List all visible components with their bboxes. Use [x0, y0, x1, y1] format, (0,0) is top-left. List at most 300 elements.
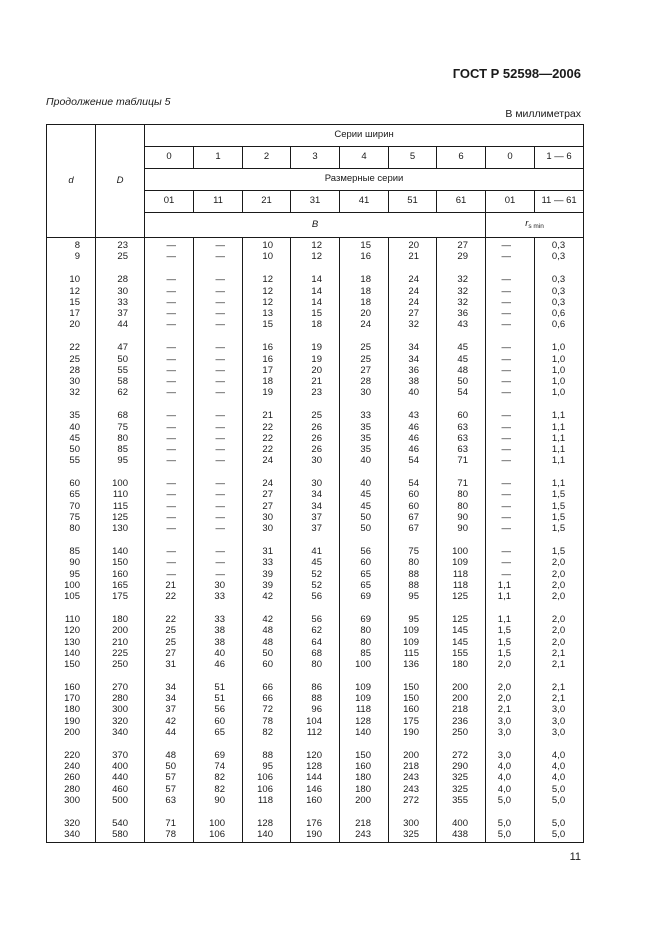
table-cell: —: [486, 376, 535, 387]
group-spacer-row: [47, 262, 584, 274]
table-cell: —: [194, 512, 243, 523]
dimension-series-cell-0: 01: [145, 191, 194, 213]
table-cell: —: [486, 297, 535, 308]
table-cell: 400: [96, 761, 145, 772]
table-cell: 38: [194, 625, 243, 636]
table-cell: 112: [291, 727, 340, 738]
spacer-cell: [340, 602, 389, 614]
table-cell: 80: [291, 659, 340, 670]
spacer-cell: [145, 806, 194, 818]
table-cell: 68: [291, 648, 340, 659]
table-cell: 56: [291, 591, 340, 602]
table-cell: 270: [96, 682, 145, 693]
table-cell: 1,0: [535, 354, 584, 365]
table-cell: 180: [96, 614, 145, 625]
table-cell: 5,0: [535, 784, 584, 795]
table-cell: 85: [340, 648, 389, 659]
spacer-cell: [389, 602, 437, 614]
spacer-cell: [437, 806, 486, 818]
spacer-cell: [535, 534, 584, 546]
table-cell: 110: [96, 489, 145, 500]
table-cell: 60: [47, 478, 96, 489]
table-cell: 25: [47, 354, 96, 365]
table-cell: 1,5: [535, 501, 584, 512]
series-width-cell-0: 0: [145, 147, 194, 169]
table-cell: 75: [47, 512, 96, 523]
table-cell: 225: [96, 648, 145, 659]
table-cell: —: [145, 433, 194, 444]
table-cell: 109: [340, 693, 389, 704]
spacer-cell: [243, 262, 291, 274]
table-cell: 52: [291, 580, 340, 591]
table-cell: 30: [194, 580, 243, 591]
table-cell: 55: [47, 455, 96, 466]
table-row: [47, 251, 584, 262]
table-cell: —: [194, 319, 243, 330]
table-cell: 32: [389, 319, 437, 330]
spacer-cell: [535, 398, 584, 410]
table-row: [47, 784, 584, 795]
table-cell: 160: [47, 682, 96, 693]
spacer-cell: [194, 534, 243, 546]
table-cell: —: [194, 478, 243, 489]
table-row: [47, 387, 584, 398]
table-cell: 4,0: [535, 761, 584, 772]
table-cell: —: [145, 512, 194, 523]
table-cell: 155: [437, 648, 486, 659]
table-cell: 26: [291, 433, 340, 444]
table-cell: —: [145, 410, 194, 421]
table-cell: 1,0: [535, 387, 584, 398]
table-cell: 48: [243, 625, 291, 636]
table-cell: 90: [194, 795, 243, 806]
table-cell: 1,5: [486, 648, 535, 659]
table-cell: 56: [194, 704, 243, 715]
table-cell: 15: [47, 297, 96, 308]
table-cell: 200: [437, 693, 486, 704]
table-cell: 63: [437, 421, 486, 432]
table-cell: 82: [194, 784, 243, 795]
table-cell: 30: [243, 512, 291, 523]
table-cell: 25: [340, 342, 389, 353]
column-header-r-s-min: [486, 213, 584, 238]
table-row: [47, 557, 584, 568]
table-cell: 106: [243, 772, 291, 783]
table-row: [47, 636, 584, 647]
table-cell: 3,0: [486, 727, 535, 738]
table-cell: 30: [291, 455, 340, 466]
table-cell: 0,6: [535, 319, 584, 330]
table-cell: 80: [437, 489, 486, 500]
table-cell: 31: [243, 546, 291, 557]
table-cell: 200: [96, 625, 145, 636]
table-cell: 46: [389, 444, 437, 455]
table-cell: 45: [437, 354, 486, 365]
table-cell: —: [145, 455, 194, 466]
table-cell: 2,0: [535, 580, 584, 591]
table-cell: 18: [243, 376, 291, 387]
table-cell: 67: [389, 512, 437, 523]
series-width-cell-2: 2: [243, 147, 291, 169]
group-spacer-row: [47, 398, 584, 410]
table-cell: 22: [243, 444, 291, 455]
table-cell: 95: [243, 761, 291, 772]
table-cell: —: [194, 274, 243, 285]
table-row: [47, 659, 584, 670]
table-row: [47, 727, 584, 738]
table-cell: —: [145, 444, 194, 455]
table-cell: 32: [437, 297, 486, 308]
document-code: ГОСТ Р 52598—2006: [452, 66, 581, 81]
table-cell: 36: [389, 365, 437, 376]
spacer-cell: [243, 602, 291, 614]
table-cell: 16: [243, 354, 291, 365]
table-cell: —: [145, 365, 194, 376]
spacer-cell: [194, 398, 243, 410]
spacer-cell: [243, 738, 291, 750]
table-cell: 26: [291, 444, 340, 455]
table-cell: 25: [145, 625, 194, 636]
spacer-cell: [47, 466, 96, 478]
table-cell: 88: [389, 569, 437, 580]
table-cell: 18: [340, 297, 389, 308]
table-row: [47, 455, 584, 466]
table-cell: 130: [47, 636, 96, 647]
table-cell: 21: [389, 251, 437, 262]
table-cell: 128: [340, 716, 389, 727]
table-cell: —: [486, 354, 535, 365]
spacer-cell: [96, 602, 145, 614]
table-cell: 63: [437, 433, 486, 444]
table-cell: 15: [340, 238, 389, 252]
series-width-cell-7: 0: [486, 147, 535, 169]
series-width-header: Серии ширин: [145, 125, 584, 147]
table-row: [47, 648, 584, 659]
table-cell: 48: [145, 750, 194, 761]
table-cell: 30: [47, 376, 96, 387]
table-cell: 90: [437, 512, 486, 523]
table-cell: 80: [389, 557, 437, 568]
table-cell: 0,3: [535, 238, 584, 252]
table-cell: 115: [96, 501, 145, 512]
table-cell: 47: [96, 342, 145, 353]
table-cell: 56: [340, 546, 389, 557]
table-cell: —: [194, 251, 243, 262]
table-cell: 24: [389, 274, 437, 285]
table-cell: 145: [437, 625, 486, 636]
spacer-cell: [291, 262, 340, 274]
table-row: [47, 238, 584, 252]
spacer-cell: [389, 262, 437, 274]
table-row: [47, 319, 584, 330]
table-cell: 39: [243, 580, 291, 591]
table-cell: 290: [437, 761, 486, 772]
table-row: [47, 704, 584, 715]
table-cell: 40: [340, 455, 389, 466]
table-cell: 10: [243, 251, 291, 262]
table-cell: —: [486, 387, 535, 398]
table-row: [47, 376, 584, 387]
table-cell: 40: [389, 387, 437, 398]
spacer-cell: [194, 738, 243, 750]
table-cell: 272: [389, 795, 437, 806]
table-cell: 37: [291, 523, 340, 534]
table-cell: 24: [340, 319, 389, 330]
table-cell: 58: [96, 376, 145, 387]
table-cell: 71: [437, 455, 486, 466]
spacer-cell: [389, 330, 437, 342]
table-cell: 13: [243, 308, 291, 319]
table-cell: —: [145, 274, 194, 285]
table-cell: 250: [96, 659, 145, 670]
spacer-cell: [194, 262, 243, 274]
table-cell: 5,0: [486, 795, 535, 806]
table-cell: 12: [47, 286, 96, 297]
table-cell: 100: [47, 580, 96, 591]
table-cell: 300: [47, 795, 96, 806]
table-cell: —: [145, 251, 194, 262]
spacer-cell: [389, 398, 437, 410]
group-spacer-row: [47, 466, 584, 478]
table-cell: 180: [437, 659, 486, 670]
table-cell: —: [145, 569, 194, 580]
column-header-B: B: [145, 213, 486, 238]
spacer-cell: [340, 534, 389, 546]
table-cell: 23: [96, 238, 145, 252]
table-cell: 5,0: [486, 829, 535, 843]
table-cell: 21: [145, 580, 194, 591]
spacer-cell: [486, 330, 535, 342]
spacer-cell: [486, 602, 535, 614]
table-cell: 18: [291, 319, 340, 330]
table-cell: 30: [340, 387, 389, 398]
table-cell: —: [194, 410, 243, 421]
table-cell: 0,3: [535, 286, 584, 297]
units-note: В миллиметрах: [505, 108, 581, 120]
table-cell: 109: [389, 625, 437, 636]
table-cell: 580: [96, 829, 145, 843]
table-cell: 95: [47, 569, 96, 580]
table-cell: —: [194, 489, 243, 500]
table-cell: 34: [145, 693, 194, 704]
table-cell: —: [486, 421, 535, 432]
table-cell: —: [486, 308, 535, 319]
group-spacer-row: [47, 330, 584, 342]
table-cell: —: [145, 421, 194, 432]
table-row: [47, 716, 584, 727]
table-cell: 4,0: [486, 761, 535, 772]
table-cell: 46: [194, 659, 243, 670]
spacer-cell: [47, 806, 96, 818]
spacer-cell: [535, 806, 584, 818]
table-row: [47, 580, 584, 591]
table-cell: 20: [389, 238, 437, 252]
table-row: [47, 274, 584, 285]
table-cell: 14: [291, 297, 340, 308]
table-cell: 27: [340, 365, 389, 376]
group-spacer-row: [47, 738, 584, 750]
table-caption: Продолжение таблицы 5: [46, 96, 171, 108]
table-cell: —: [194, 557, 243, 568]
dimension-series-cell-7: 01: [486, 191, 535, 213]
table-cell: 34: [389, 342, 437, 353]
series-width-cell-1: 1: [194, 147, 243, 169]
spacer-cell: [437, 330, 486, 342]
table-cell: 17: [243, 365, 291, 376]
spacer-cell: [145, 670, 194, 682]
spacer-cell: [96, 330, 145, 342]
spacer-cell: [243, 534, 291, 546]
spacer-cell: [96, 534, 145, 546]
spacer-cell: [145, 466, 194, 478]
table-cell: —: [486, 444, 535, 455]
table-cell: 63: [437, 444, 486, 455]
table-cell: 460: [96, 784, 145, 795]
table-cell: 50: [145, 761, 194, 772]
table-cell: —: [486, 238, 535, 252]
table-cell: 440: [96, 772, 145, 783]
table-cell: 355: [437, 795, 486, 806]
table-cell: 45: [291, 557, 340, 568]
table-cell: 1,5: [535, 546, 584, 557]
table-cell: 19: [243, 387, 291, 398]
table-cell: 44: [145, 727, 194, 738]
table-cell: 180: [340, 784, 389, 795]
table-cell: 60: [389, 489, 437, 500]
table-cell: —: [145, 238, 194, 252]
table-cell: 120: [47, 625, 96, 636]
table-cell: 12: [291, 238, 340, 252]
table-cell: 34: [145, 682, 194, 693]
table-cell: 118: [437, 580, 486, 591]
r-symbol: r: [525, 218, 529, 230]
spacer-cell: [437, 670, 486, 682]
table-row: [47, 365, 584, 376]
series-width-cell-5: 5: [389, 147, 437, 169]
table-cell: —: [486, 410, 535, 421]
table-cell: 136: [389, 659, 437, 670]
table-cell: 125: [96, 512, 145, 523]
table-cell: 18: [340, 286, 389, 297]
table-cell: 34: [291, 501, 340, 512]
table-cell: —: [145, 286, 194, 297]
table-cell: 22: [243, 433, 291, 444]
table-cell: 71: [437, 478, 486, 489]
table-cell: 35: [340, 444, 389, 455]
table-cell: 280: [47, 784, 96, 795]
table-cell: 130: [96, 523, 145, 534]
table-cell: 115: [389, 648, 437, 659]
table-cell: —: [194, 387, 243, 398]
table-cell: 165: [96, 580, 145, 591]
table-row: [47, 433, 584, 444]
spacer-cell: [437, 738, 486, 750]
table-cell: 4,0: [486, 772, 535, 783]
table-cell: 12: [243, 286, 291, 297]
spacer-cell: [47, 398, 96, 410]
table-cell: 175: [389, 716, 437, 727]
table-cell: 31: [145, 659, 194, 670]
table-cell: 71: [145, 818, 194, 829]
table-cell: 1,5: [535, 489, 584, 500]
spacer-cell: [486, 534, 535, 546]
table-cell: 110: [47, 614, 96, 625]
spacer-cell: [96, 806, 145, 818]
table-cell: 12: [291, 251, 340, 262]
table-cell: 26: [291, 421, 340, 432]
table-cell: 272: [437, 750, 486, 761]
dimension-series-cell-8: 11 — 61: [535, 191, 584, 213]
table-cell: 80: [340, 625, 389, 636]
table-cell: 146: [291, 784, 340, 795]
table-cell: 2,0: [535, 569, 584, 580]
table-cell: 50: [340, 512, 389, 523]
table-cell: 54: [389, 478, 437, 489]
table-cell: 25: [145, 636, 194, 647]
table-cell: 65: [47, 489, 96, 500]
table-cell: 54: [437, 387, 486, 398]
spacer-cell: [243, 806, 291, 818]
table-cell: —: [145, 523, 194, 534]
spacer-cell: [145, 398, 194, 410]
table-cell: 1,0: [535, 365, 584, 376]
table-cell: 42: [145, 716, 194, 727]
table-cell: 0,3: [535, 274, 584, 285]
dimension-series-cell-2: 21: [243, 191, 291, 213]
table-cell: 57: [145, 772, 194, 783]
table-cell: 2,1: [535, 693, 584, 704]
table-cell: 2,0: [486, 693, 535, 704]
table-cell: 200: [340, 795, 389, 806]
table-cell: 120: [291, 750, 340, 761]
table-cell: —: [145, 546, 194, 557]
table-cell: —: [145, 319, 194, 330]
table-row: [47, 286, 584, 297]
column-header-D: D: [96, 125, 145, 238]
table-cell: —: [486, 365, 535, 376]
table-cell: —: [486, 319, 535, 330]
table-cell: 400: [437, 818, 486, 829]
table-cell: 20: [47, 319, 96, 330]
table-cell: 109: [340, 682, 389, 693]
spacer-cell: [145, 602, 194, 614]
table-cell: 220: [47, 750, 96, 761]
table-cell: 50: [243, 648, 291, 659]
table-cell: 100: [194, 818, 243, 829]
table-cell: 15: [291, 308, 340, 319]
table-row: [47, 501, 584, 512]
table-cell: 250: [437, 727, 486, 738]
table-cell: 88: [243, 750, 291, 761]
table-cell: —: [145, 501, 194, 512]
table-cell: 66: [243, 682, 291, 693]
table-cell: 23: [291, 387, 340, 398]
table-row: [47, 750, 584, 761]
table-cell: —: [145, 354, 194, 365]
r-subscript: s min: [528, 223, 544, 231]
table-cell: 5,0: [535, 795, 584, 806]
spacer-cell: [340, 670, 389, 682]
table-cell: 82: [243, 727, 291, 738]
table-cell: 82: [194, 772, 243, 783]
table-cell: 27: [243, 489, 291, 500]
table-cell: 34: [389, 354, 437, 365]
table-cell: —: [194, 546, 243, 557]
table-cell: 45: [340, 501, 389, 512]
table-cell: 74: [194, 761, 243, 772]
table-cell: 12: [243, 297, 291, 308]
column-header-d: d: [47, 125, 96, 238]
